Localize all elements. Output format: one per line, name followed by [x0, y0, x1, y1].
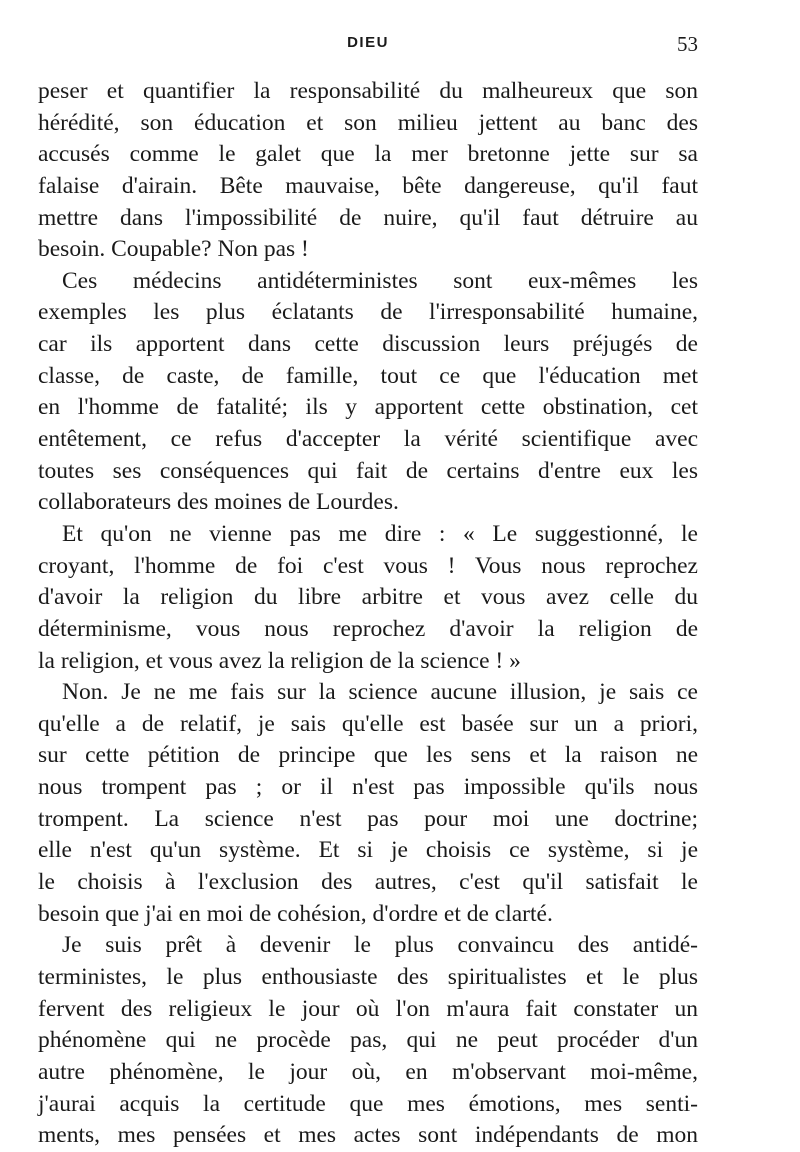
- text-line: croyant, l'homme de foi c'est vous ! Vous nous reprochez: [38, 552, 698, 579]
- text-line: Et qu'on ne vienne pas me dire : « Le suggestionné, le: [62, 520, 698, 547]
- text-line: en l'homme de fatalité; ils y apportent cette obstination, cet: [38, 394, 698, 421]
- text-line: besoin. Coupable? Non pas !: [38, 236, 309, 263]
- text-line: elle n'est qu'un système. Et si je choisis ce système, si je: [38, 837, 698, 864]
- text-line: Je suis prêt à devenir le plus convaincu des antidé-: [62, 932, 698, 959]
- text-line: le choisis à l'exclusion des autres, c'est qu'il satisfait le: [38, 869, 698, 896]
- text-line: accusés comme le galet que la mer bretonne jette sur sa: [38, 141, 698, 168]
- text-line: besoin que j'ai en moi de cohésion, d'ordre et de clarté.: [38, 900, 553, 927]
- text-line: déterminisme, vous nous reprochez d'avoir la religion de: [38, 615, 698, 642]
- page-number: 53: [677, 32, 698, 56]
- text-line: Non. Je ne me fais sur la science aucune illusion, je sais ce: [62, 679, 698, 706]
- text-line: mettre dans l'impossibilité de nuire, qu'il faut détruire au: [38, 204, 698, 231]
- text-line: fervent des religieux le jour où l'on m'aura fait constater un: [38, 995, 698, 1022]
- text-line: peser et quantifier la responsabilité du malheureux que son: [38, 78, 698, 104]
- text-line: terministes, le plus enthousiaste des spiritualistes et le plus: [38, 963, 698, 990]
- running-head: [38, 30, 698, 54]
- text-line: exemples les plus éclatants de l'irresponsabilité humaine,: [38, 299, 698, 326]
- text-line: autre phénomène, le jour où, en m'observant moi-même,: [38, 1058, 698, 1085]
- body-text: [38, 76, 698, 1152]
- text-line: entêtement, ce refus d'accepter la vérité scientifique avec: [38, 426, 698, 453]
- text-line: ments, mes pensées et mes actes sont indépendants de mon: [38, 1122, 698, 1149]
- text-line: d'avoir la religion du libre arbitre et vous avez celle du: [38, 584, 698, 611]
- text-line: j'aurai acquis la certitude que mes émotions, mes senti-: [38, 1090, 698, 1117]
- text-line: la religion, et vous avez la religion de la science ! »: [38, 647, 521, 674]
- text-line: falaise d'airain. Bête mauvaise, bête dangereuse, qu'il faut: [38, 172, 698, 199]
- text-line: sur cette pétition de principe que les sens et la raison ne: [38, 742, 698, 769]
- text-line: classe, de caste, de famille, tout ce que l'éducation met: [38, 362, 698, 389]
- text-line: Ces médecins antidéterministes sont eux-mêmes les: [62, 267, 698, 294]
- chapter-title: DIEU: [347, 34, 389, 51]
- text-line: car ils apportent dans cette discussion leurs préjugés de: [38, 331, 698, 358]
- text-line: hérédité, son éducation et son milieu jettent au banc des: [38, 109, 698, 136]
- text-line: qu'elle a de relatif, je sais qu'elle est basée sur un a priori,: [38, 710, 698, 737]
- text-line: toutes ses conséquences qui fait de certains d'entre eux les: [38, 457, 698, 484]
- text-line: trompent. La science n'est pas pour moi une doctrine;: [38, 805, 698, 832]
- text-line: collaborateurs des moines de Lourdes.: [38, 489, 399, 516]
- text-line: nous trompent pas ; or il n'est pas impossible qu'ils nous: [38, 774, 698, 801]
- text-line: phénomène qui ne procède pas, qui ne peut procéder d'un: [38, 1027, 698, 1054]
